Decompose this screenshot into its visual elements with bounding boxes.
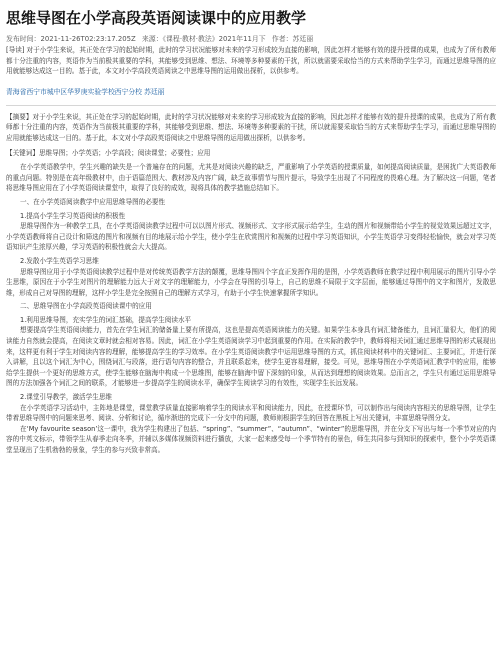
paragraph-1-1: 思维导图作为一种教学工具，在小学英语阅读教学过程中可以以图片形式、视频形式、文字形式展示给学生，生动的图片和视频带给小学生的视觉效果远超过文字，小学英语教师将自己设计和筛选的图片和视频有目的地展示给小学生，使小学生在欣赏图片和视频的过程中学习英语知识，小学生英语学习变得轻松愉快，就会对学习英语知识产生浓厚兴趣，学习英语的积极性就会大大提高。	[6, 222, 496, 252]
article-title: 思维导图在小学高段英语阅读课中的应用教学	[6, 9, 307, 27]
intro-paragraph: 在小学英语教学中，学生兴趣的缺失是一个普遍存在的问题，尤其是对阅读兴趣的缺乏，严重影响了小学英语的授课质量，如何提高阅读质量，是困扰广大英语教师的重点问题。特别是在高年级教材中，由于语篇范围大、教材涉及内容广阔，缺乏故事情节与图片提示，导致学生出现了不同程度的畏难心理。为了解决这一问题，笔者将思维导图应用在了小学英语阅读课堂中，取得了良好的成效，现将具体的教学措施总结如下。	[6, 163, 496, 193]
subheading-1-2: 2.发散小学生英语学习思维	[20, 256, 99, 265]
keywords: 【关键词】思维导图；小学英语；小学高段；阅读课堂；必要性；应用	[6, 148, 211, 157]
source: 来源：《课程·教材·教法》2021年11月下	[141, 35, 266, 43]
paragraph-2-1: 想要提高学生英语阅读能力，首先在学生词汇的储备量上要有所提高，这也是提高英语阅读能力的关键。如果学生本身具有词汇储备能力，且词汇量很大，他们的阅读能力自然就会提高，在阅读文章时就会相对容易。因此，词汇在小学生英语阅读学习中起到重要的作用。在实际的教学中，教师将相关词汇通过思维导图的形式展现出来，这样更有利于学生对阅读内容的理解，能够提高学生的学习效率。在小学生英语阅读教学中运用思维导图的方式，抓住阅读材料中的关键词汇、主要词汇，并进行深入讲解，且以这个词汇为中心，围绕词汇与段落，进行语句内容的整合，并且联系起来，使学生更容易理解，接受。可见，思维导图在小学英语词汇教学中的应用，能够给学生提供一个更好的思维方式，使学生能够在脑海中构成一个思维图，能够在脑海中留下深刻的印象，从而达到理想的阅读效果。总而言之，学生只有通过运用思维导图的方法加强各个词汇之间的联系，才能够进一步提高学生的阅读水平，确保学生阅读学习的有效性，实现学生长远发展。	[6, 326, 496, 388]
section-heading-2: 二、思维导图在小学高段英语阅读课中的应用	[20, 302, 152, 311]
subheading-1-1: 1.提高小学生学习英语阅读的积极性	[20, 211, 126, 220]
lead-abstract: [导读] 对于小学生来说，其正处在学习的起始时期，此时的学习状况能够对未来的学习形成较为直接的影响，因此怎样才能够有效的提升授课的成果，也成为了所有教师都十分注重的内容，英语作为当前极其重要的学科，其能够受到思维、想法、环境等多种要素的干扰，所以就需要采取恰当的方式来帮助学生学习，而通过思维导图的应用就能够达成这一目的。基于此，本文对小学高段英语阅读之中思维导图的运用做出探析，以供参考。	[6, 46, 496, 76]
paragraph-2-3: 在‘My favourite season’这一课中，我为学生构建出了包括、“spring”、“summer”、“autumn”、“winter”的思维导图，并在分支下写出与每一个季节对应的内容的中英文标示，带领学生从春季走向冬季，并辅以多媒体视频资料进行播放，大家一起来感受每一个季节特有的景色，师生共同参与到知识的探索中，整个小学英语课堂呈现出了生机勃勃的景象，学生的参与兴致非常高。	[6, 424, 496, 454]
abstract: 【摘要】对于小学生来说，其正处在学习的起始时期，此时的学习状况能够对未来的学习形成较为直接的影响，因此怎样才能够有效的提升授课的成果，也成为了所有教师都十分注重的内容，英语作为当前极其重要的学科，其能够受到思维、想法、环境等多种要素的干扰，所以就需要采取恰当的方式来帮助学生学习，而通过思维导图的应用就能够达成这一目的。基于此，本文对小学高段英语阅读之中思维导图的运用做出探析，以供参考。	[6, 112, 496, 142]
subheading-2-2: 2.课堂引导教学，激活学生思维	[20, 393, 113, 402]
article-meta	[6, 34, 496, 44]
author: 作者：苏廷丽	[271, 35, 314, 43]
divider	[6, 105, 496, 106]
author-affiliation: 青海省西宁市城中区华罗庚实验学校西宁分校 苏廷丽	[6, 87, 165, 96]
section-heading-1: 一、在小学英语阅读教学中应用思维导图的必要性	[20, 197, 166, 206]
publish-time: 发布时间：2021-11-26T02:23:17.205Z	[6, 35, 136, 43]
paragraph-1-2: 思维导图应用于小学英语阅读教学过程中是对传统英语教学方法的颠覆，思维导图四个字直正发挥作用的是图，小学英语教师在教学过程中利用展示的图片引导小学生思维，原因在于小学生对图片的理解能力远大于对文字的理解能力，小学会在导图的引导上，自己的思维不局限于文字层面，能够通过导图中的文字和图片，发散思维，形成自己对导图的理解，这样小学生是完全按照自己的理解方式学习，有助于小学生快速掌握所学知识。	[6, 267, 496, 297]
paragraph-2-2: 在小学英语学习活动中，主阵地是课堂，课堂教学质量直接影响着学生的阅读水平和阅读能力，因此，在授课环节，可以制作出与阅读内容相关的思维导图，让学生带着思维导图中的问题来思考、阅读、分析和讨论，循序渐进的完成下一分支中的问题，教师则根据学生的回答在黑板上写出关键词，丰富思维导图分支。	[6, 403, 496, 423]
subheading-2-1: 1.利用思维导图，充实学生的词汇基础，提高学生阅读水平	[20, 315, 192, 324]
